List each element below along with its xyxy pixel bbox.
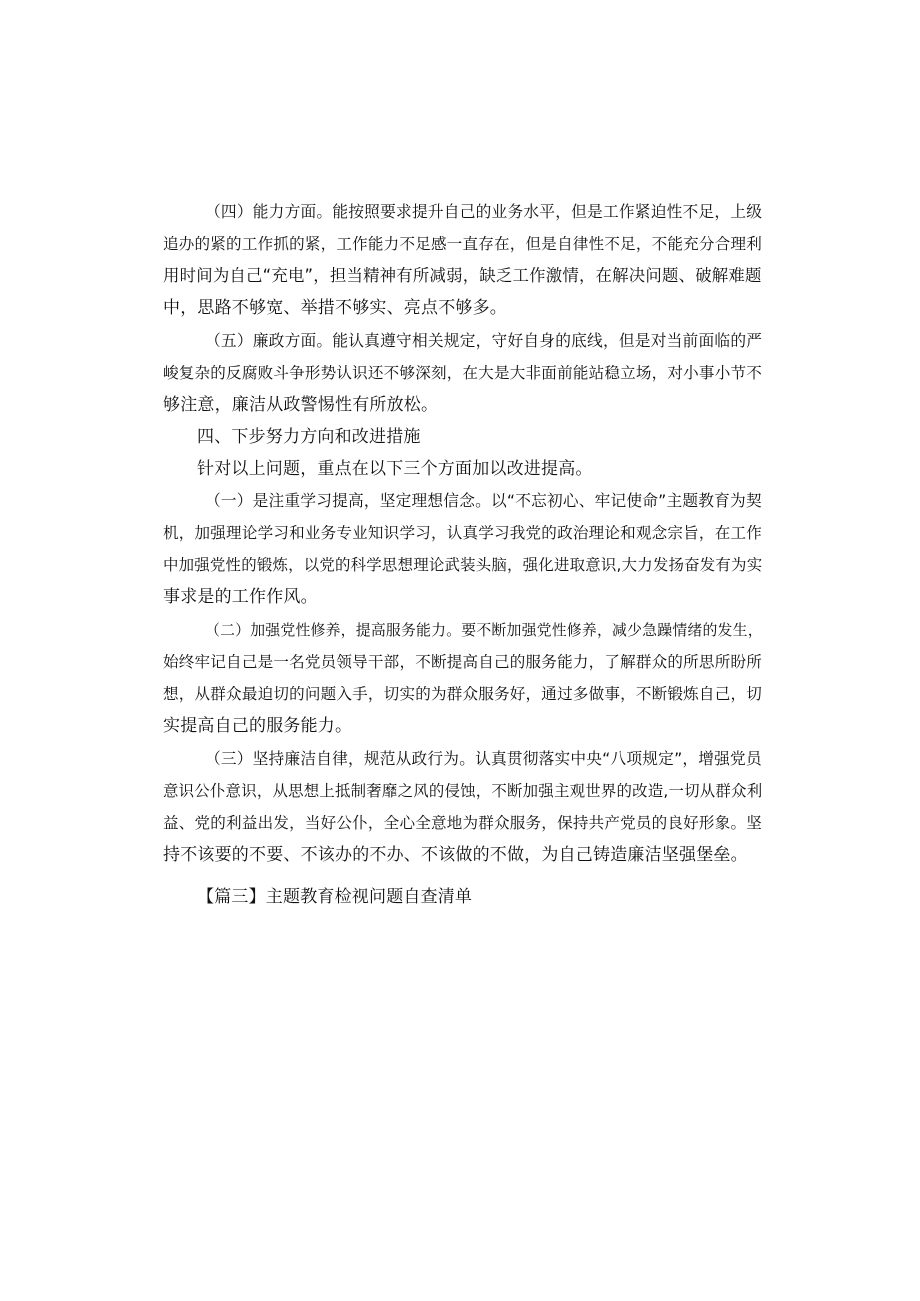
- paragraph-line: 够注意，廉洁从政警惕性有所放松。: [163, 395, 439, 415]
- paragraph-line: 用时间为自己“充电”，担当精神有所减弱，缺乏工作激情，在解决问题、破解难题: [163, 266, 762, 285]
- paragraph-line: （二）加强党性修养，提高服务能力。要不断加强党性修养，减少急躁情绪的发生，: [205, 621, 763, 639]
- paragraph-line: 追办的紧的工作抓的紧，工作能力不足感一直存在，但是自律性不足，不能充分合理利: [163, 235, 762, 253]
- part-title: 【篇三】主题教育检视问题自查清单: [197, 887, 473, 907]
- paragraph-line: 机，加强理论学习和业务专业知识学习，认真学习我党的政治理论和观念宗旨，在工作: [163, 524, 762, 542]
- paragraph-line: （一）是注重学习提高，坚定理想信念。以“不忘初心、牢记使命”主题教育为契: [205, 491, 762, 510]
- section-heading: 四、下步努力方向和改进措施: [197, 427, 421, 447]
- paragraph-line: 针对以上问题，重点在以下三个方面加以改进提高。: [197, 459, 593, 479]
- paragraph-line: 实提高自己的服务能力。: [163, 716, 353, 736]
- paragraph-line: 想，从群众最迫切的问题入手，切实的为群众服务好，通过多做事，不断锻炼自己，切: [163, 685, 762, 703]
- paragraph-line: 峻复杂的反腐败斗争形势认识还不够深刻，在大是大非面前能站稳立场，对小事小节不: [163, 364, 762, 382]
- paragraph-line: 意识公仆意识，从思想上抵制奢靡之风的侵蚀，不断加强主观世界的改造,一切从群众利: [163, 782, 763, 800]
- paragraph-line: 事求是的工作作风。: [163, 587, 318, 607]
- paragraph-line: 持不该要的不要、不该办的不办、不该做的不做，为自己铸造廉洁坚强堡垒。: [163, 845, 748, 865]
- paragraph-line: 中加强党性的锻炼，以党的科学思想理论武装头脑，强化进取意识,大力发扬奋发有为实: [163, 556, 763, 574]
- paragraph-line: 始终牢记自己是一名党员领导干部，不断提高自己的服务能力，了解群众的所思所盼所: [163, 653, 762, 671]
- paragraph-line: 益、党的利益出发，当好公仆，全心全意地为群众服务，保持共产党员的良好形象。坚: [163, 814, 762, 832]
- paragraph-line: （五）廉政方面。能认真遵守相关规定，守好自身的底线，但是对当前面临的严: [205, 331, 763, 350]
- paragraph-line: （四）能力方面。能按照要求提升自己的业务水平，但是工作紧迫性不足，上级: [205, 202, 763, 221]
- paragraph-line: 中，思路不够宽、举措不够实、亮点不够多。: [163, 298, 507, 318]
- paragraph-line: （三）坚持廉洁自律，规范从政行为。认真贯彻落实中央“八项规定”，增强党员: [205, 749, 762, 768]
